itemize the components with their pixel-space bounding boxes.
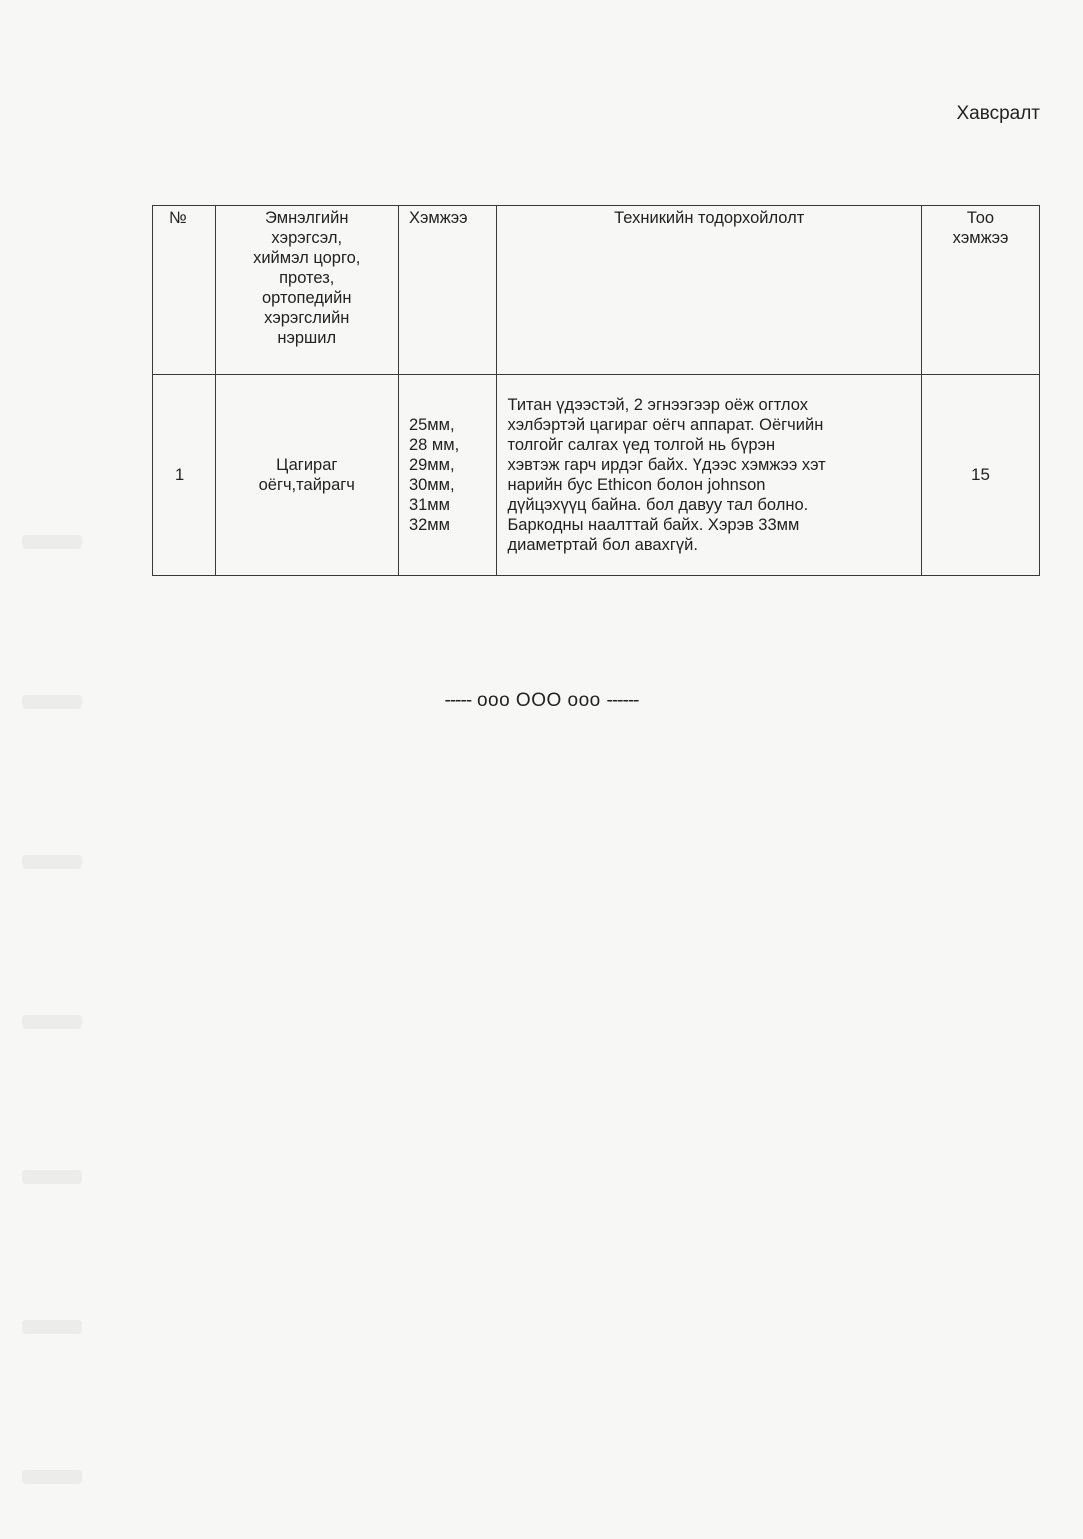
row-technical-spec-line: диаметртай бол авахгүй. — [507, 536, 698, 554]
header-quantity-line: Тоо — [966, 209, 995, 227]
row-technical-spec — [497, 375, 922, 576]
table-row — [153, 375, 1040, 576]
scan-artifact — [22, 1015, 82, 1029]
scan-artifact — [22, 1170, 82, 1184]
header-size: Хэмжээ — [398, 206, 497, 375]
row-technical-spec-line: Титан үдээстэй, 2 эгнээгээр оёж огтлох — [507, 396, 808, 414]
scan-artifact — [22, 535, 82, 549]
row-technical-spec-line: хэвтэж гарч ирдэг байх. Үдээс хэмжээ хэт — [507, 456, 826, 474]
row-size-value: 28 мм, — [408, 436, 460, 454]
header-device-name-line: хэрэгсэл, — [271, 229, 343, 247]
scan-artifact — [22, 1470, 82, 1484]
header-quantity — [922, 206, 1040, 375]
scan-artifact — [22, 695, 82, 709]
row-size-value: 30мм, — [408, 476, 455, 494]
header-device-name-line: ортопедийн — [262, 289, 352, 307]
header-device-name-line: протез, — [279, 269, 335, 287]
header-number: № — [153, 206, 216, 375]
header-device-name-line: хиймэл цорго, — [253, 249, 361, 267]
page-title: Хавсралт — [956, 103, 1040, 124]
row-technical-spec-line: Баркодны наалттай байх. Хэрэв 33мм — [507, 516, 800, 534]
ornament-dashes-right: ------ — [606, 690, 639, 711]
header-device-name-line: нэршил — [277, 329, 337, 347]
header-device-name-line: хэрэгслийн — [264, 309, 350, 327]
specification-table — [152, 205, 1040, 576]
row-size-value: 29мм, — [408, 456, 455, 474]
row-technical-spec-line: нарийн бус Ethicon болон johnson — [507, 476, 766, 494]
row-device-name — [215, 375, 398, 576]
row-technical-spec-line: хэлбэртэй цагираг оёгч аппарат. Оёгчийн — [507, 416, 824, 434]
row-quantity: 15 — [922, 375, 1040, 576]
ornament-text: ооо ООО ооо — [476, 690, 601, 711]
row-size-value: 32мм — [408, 516, 450, 534]
table-header-row — [153, 206, 1040, 375]
row-number: 1 — [153, 375, 216, 576]
row-size-value: 25мм, — [408, 416, 455, 434]
row-device-name-line: оёгч,тайрагч — [258, 476, 355, 494]
row-device-name-line: Цагираг — [276, 456, 338, 474]
row-technical-spec-line: толгойг салгах үед толгой нь бүрэн — [507, 436, 776, 454]
row-technical-spec-line: дүйцэхүүц байна. бол давуу тал болно. — [507, 496, 809, 514]
scan-artifact — [22, 1320, 82, 1334]
header-quantity-line: хэмжээ — [952, 229, 1009, 247]
header-device-name — [215, 206, 398, 375]
scan-artifact — [22, 855, 82, 869]
row-size-value: 31мм — [408, 496, 450, 514]
header-technical-spec: Техникийн тодорхойлолт — [497, 206, 922, 375]
end-ornament — [0, 690, 1083, 712]
ornament-dashes-left: ----- — [444, 690, 472, 711]
header-device-name-line: Эмнэлгийн — [265, 209, 349, 227]
row-sizes — [398, 375, 497, 576]
